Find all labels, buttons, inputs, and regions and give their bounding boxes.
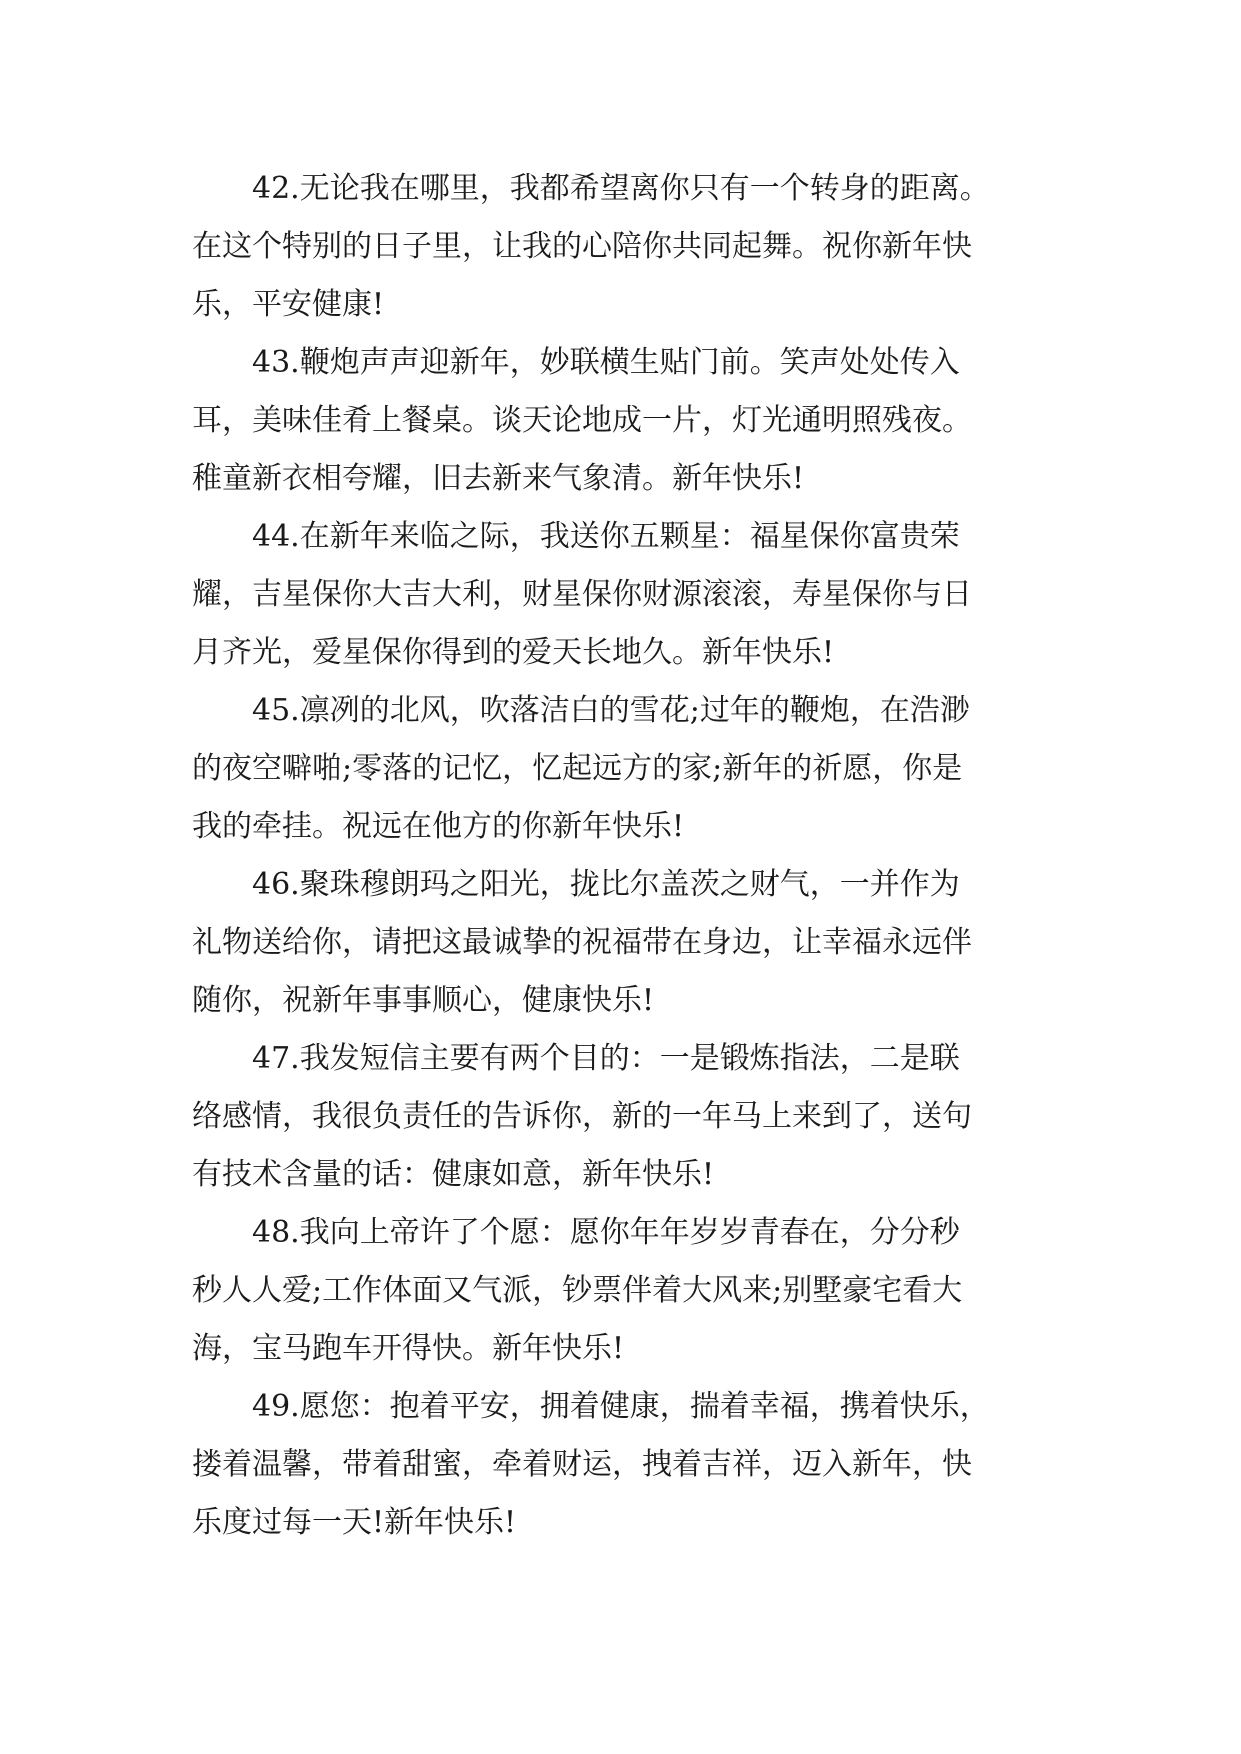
- text-line: 乐度过每一天!新年快乐!: [192, 1505, 517, 1540]
- text-line: 秒人人爱;工作体面又气派，钞票伴着大风来;别墅豪宅看大: [192, 1273, 963, 1308]
- text-line: 随你，祝新年事事顺心，健康快乐!: [192, 983, 655, 1018]
- text-line: 42.无论我在哪里，我都希望离你只有一个转身的距离。: [252, 171, 990, 206]
- text-line: 48.我向上帝许了个愿：愿你年年岁岁青春在，分分秒: [252, 1215, 960, 1250]
- text-line: 有技术含量的话：健康如意，新年快乐!: [192, 1157, 715, 1192]
- paragraph-47: [192, 1030, 1072, 1204]
- paragraph-44: [192, 508, 1072, 682]
- text-line: 45.凛冽的北风，吹落洁白的雪花;过年的鞭炮，在浩渺: [252, 693, 970, 728]
- paragraph-48: [192, 1204, 1072, 1378]
- paragraph-49: [192, 1378, 1072, 1552]
- text-line: 在这个特别的日子里，让我的心陪你共同起舞。祝你新年快: [192, 229, 972, 264]
- paragraph-46: [192, 856, 1072, 1030]
- text-line: 络感情，我很负责任的告诉你，新的一年马上来到了，送句: [192, 1099, 972, 1134]
- text-line: 我的牵挂。祝远在他方的你新年快乐!: [192, 809, 685, 844]
- paragraph-43: [192, 334, 1072, 508]
- text-line: 46.聚珠穆朗玛之阳光，拢比尔盖茨之财气，一并作为: [252, 867, 960, 902]
- text-line: 43.鞭炮声声迎新年，妙联横生贴门前。笑声处处传入: [252, 345, 960, 380]
- text-line: 44.在新年来临之际，我送你五颗星：福星保你富贵荣: [252, 519, 960, 554]
- paragraph-42: [192, 160, 1072, 334]
- text-line: 礼物送给你，请把这最诚挚的祝福带在身边，让幸福永远伴: [192, 925, 972, 960]
- text-line: 耀，吉星保你大吉大利，财星保你财源滚滚，寿星保你与日: [192, 577, 972, 612]
- text-line: 海，宝马跑车开得快。新年快乐!: [192, 1331, 625, 1366]
- text-line: 稚童新衣相夸耀，旧去新来气象清。新年快乐!: [192, 461, 805, 496]
- text-line: 的夜空噼啪;零落的记忆，忆起远方的家;新年的祈愿，你是: [192, 751, 963, 786]
- document-body: [192, 160, 1072, 1552]
- text-line: 乐，平安健康!: [192, 287, 385, 322]
- paragraph-45: [192, 682, 1072, 856]
- text-line: 耳，美味佳肴上餐桌。谈天论地成一片，灯光通明照残夜。: [192, 403, 972, 438]
- text-line: 49.愿您：抱着平安，拥着健康，揣着幸福，携着快乐，: [252, 1389, 990, 1424]
- text-line: 搂着温馨，带着甜蜜，牵着财运，拽着吉祥，迈入新年，快: [192, 1447, 972, 1482]
- text-line: 47.我发短信主要有两个目的：一是锻炼指法，二是联: [252, 1041, 960, 1076]
- text-line: 月齐光，爱星保你得到的爱天长地久。新年快乐!: [192, 635, 835, 670]
